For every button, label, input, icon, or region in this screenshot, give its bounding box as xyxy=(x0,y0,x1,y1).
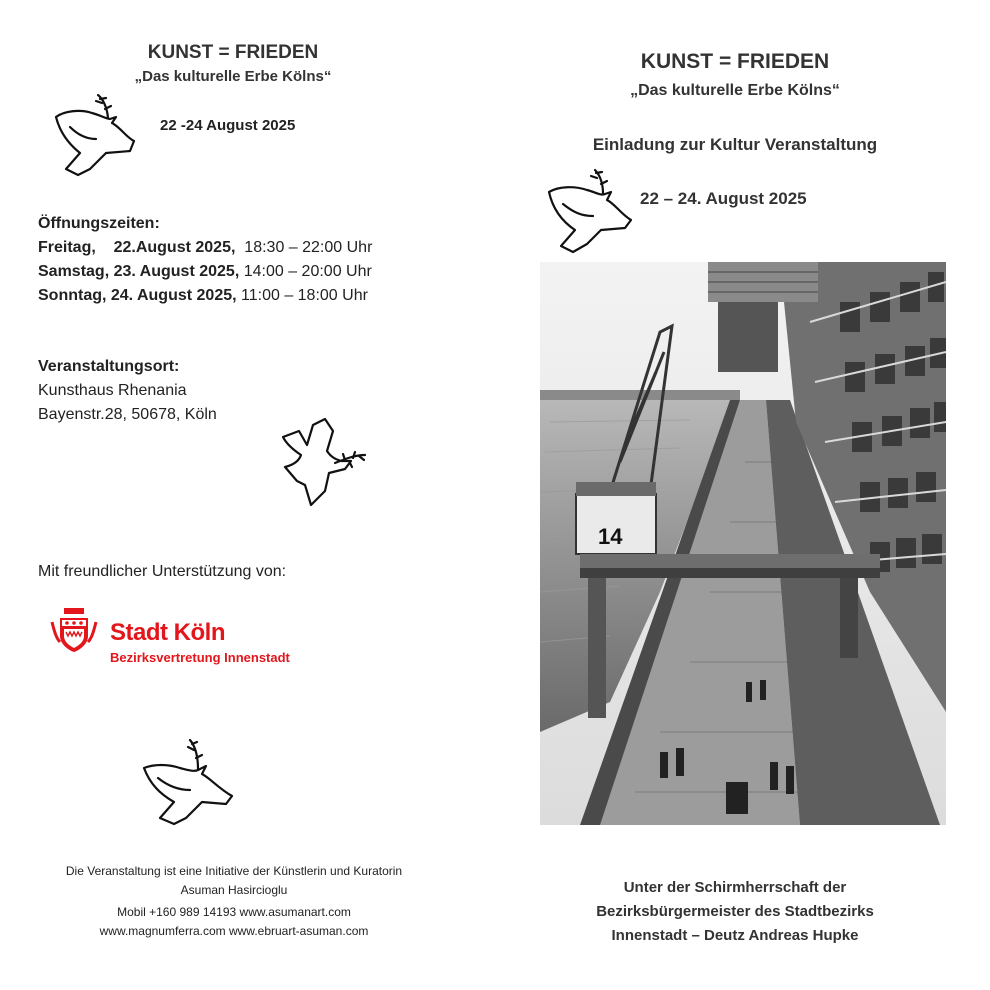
hours-list xyxy=(38,236,458,308)
hours-saturday: Samstag, 23. August 2025, 14:00 – 20:00 Uhr xyxy=(38,263,372,280)
sponsor-name: Stadt Köln xyxy=(110,619,225,646)
footer-line-2: Asuman Hasircioglu xyxy=(180,883,288,897)
patronage-line-1: Unter der Schirmherrschaft der xyxy=(623,879,847,896)
support-text: Mit freundlicher Unterstützung von: xyxy=(38,563,287,580)
dove-icon xyxy=(50,93,140,183)
venue-address: Bayenstr.28, 50678, Köln xyxy=(38,406,217,423)
dove-icon xyxy=(275,415,370,510)
patronage-line-2: Bezirksbürgermeister des Stadtbezirks xyxy=(596,903,874,920)
dove-icon xyxy=(545,168,635,256)
right-subtitle: „Das kulturelle Erbe Kölns“ xyxy=(630,82,840,99)
koeln-crest-icon xyxy=(50,608,98,659)
harbor-photo xyxy=(540,262,946,825)
sponsor-sub: Bezirksvertretung Innenstadt xyxy=(110,650,290,665)
left-subtitle: „Das kulturelle Erbe Kölns“ xyxy=(134,68,332,85)
right-title: KUNST = FRIEDEN xyxy=(640,50,830,73)
venue-name: Kunsthaus Rhenania xyxy=(38,382,187,399)
venue-heading: Veranstaltungsort: xyxy=(38,358,180,375)
footer-line-3: Mobil +160 989 14193 www.asumanart.com xyxy=(117,905,351,919)
crane-number: 14 xyxy=(598,524,623,549)
left-dates: 22 -24 August 2025 xyxy=(160,117,296,134)
patronage-line-3: Innenstadt – Deutz Andreas Hupke xyxy=(611,927,859,944)
left-title: KUNST = FRIEDEN xyxy=(147,42,319,63)
patronage-text xyxy=(540,876,930,948)
hours-friday: Freitag, 22.August 2025, 18:30 – 22:00 Uhr xyxy=(38,239,373,256)
footer-note xyxy=(30,862,438,941)
right-dates: 22 – 24. August 2025 xyxy=(640,189,807,208)
hours-heading: Öffnungszeiten: xyxy=(38,215,160,232)
invitation-text: Einladung zur Kultur Veranstaltung xyxy=(592,135,878,154)
hours-sunday: Sonntag, 24. August 2025, 11:00 – 18:00 Uhr xyxy=(38,287,368,304)
footer-line-1: Die Veranstaltung ist eine Initiative der Künstlerin und Kuratorin xyxy=(65,864,403,878)
footer-line-4: www.magnumferra.com www.ebruart-asuman.com xyxy=(99,924,369,938)
dove-icon xyxy=(140,738,236,828)
